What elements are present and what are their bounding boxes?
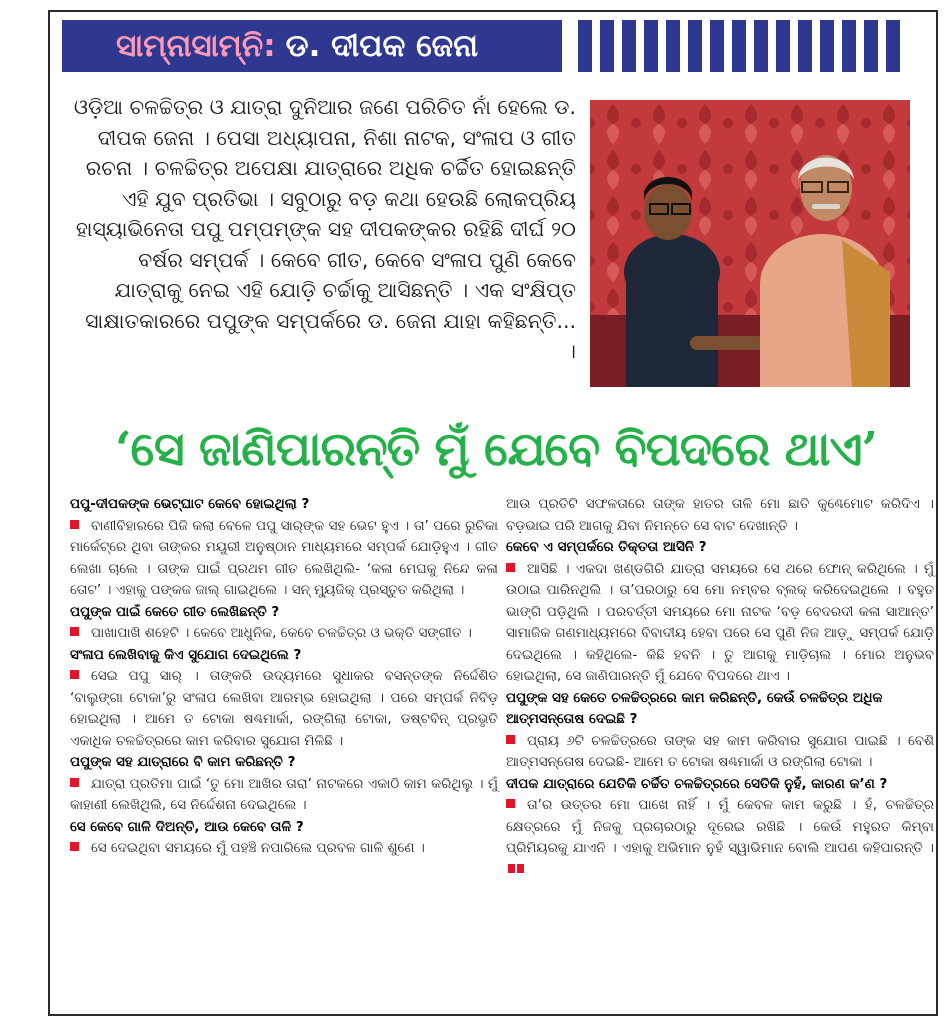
right-column bbox=[506, 494, 934, 881]
stripe bbox=[710, 20, 724, 72]
bullet-icon bbox=[506, 735, 515, 744]
intro-paragraph: ଓଡ଼ିଆ ଚଳଚ୍ଚିତ୍ର ଓ ଯାତ୍ରା ଦୁନିଆର ଜଣେ ପରିଚିତ ନାଁ ହେଲେ ଡ. ଦୀପକ ଜେନା । ପେସା ଅଧ୍ୟାପନା, ନିଶା ନାଟକ, ସଂଳାପ ଓ ଗୀତ ରଚନା । ଚଳଚ୍ଚିତ୍ର ଅପେକ୍ଷା ଯାତ୍ରାରେ ଅଧିକ ଚର୍ଚ୍ଚିତ ହୋଇଛନ୍ତି ଏହି ଯୁବ ପ୍ରତିଭା । ସବୁଠାରୁ ବଡ଼ କଥା ହେଉଛି ଲୋକପ୍ରିୟ ହାସ୍ୟାଭିନେତା ପପୁ ପମ୍ପମ୍‌ଙ୍କ ସହ ଦୀପକଙ୍କର ରହିଛି ଦୀର୍ଘ ୨୦ ବର୍ଷର ସମ୍ପର୍କ । କେବେ ଗୀତ, କେବେ ସଂଳାପ ପୁଣି କେବେ ଯାତ୍ରାକୁ ନେଇ ଏହି ଯୋଡ଼ି ଚର୍ଚ୍ଚାକୁ ଆସିଛନ୍ତି । ଏକ ସଂକ୍ଷିପ୍ତ ସାକ୍ଷାତକାରରେ ପପୁଙ୍କ ସମ୍ପର୍କରେ ଡ. ଜେନା ଯାହା କହିଛନ୍ତି... । bbox=[73, 95, 576, 363]
qa-item bbox=[506, 688, 934, 774]
qa-item bbox=[70, 752, 498, 817]
end-mark-icon bbox=[508, 864, 515, 873]
stripe bbox=[622, 20, 636, 72]
end-mark-icon bbox=[517, 864, 524, 873]
qa-item bbox=[506, 774, 934, 882]
stripe bbox=[842, 20, 856, 72]
qa-item bbox=[70, 645, 498, 753]
banner-stripes bbox=[578, 20, 930, 72]
stripe bbox=[886, 20, 900, 72]
bullet-icon bbox=[70, 670, 79, 679]
stripe bbox=[776, 20, 790, 72]
answer-text: ଯାତ୍ରା ପ୍ରତିମା ପାଇଁ ‘ତୁ ମୋ ଆଖିର ତାରା’ ନାଟକରେ ଏକାଠି କାମ କରିଥିଲୁ । ମୁଁ କାହାଣୀ ଲେଖିଥିଲି, ସେ ନିର୍ଦ୍ଦେଶନା ଦେଇଥିଲେ । bbox=[70, 775, 498, 813]
answer bbox=[70, 666, 498, 752]
answer-text: ସେ ଦେଇଥିବା ସମୟରେ ମୁଁ ପହଞ୍ଚି ନପାରିଲେ ପ୍ରବଳ ଗାଳି ଶୁଣେ । bbox=[91, 840, 425, 856]
stripe bbox=[732, 20, 746, 72]
qa-item bbox=[506, 494, 934, 537]
bullet-icon bbox=[70, 520, 79, 529]
answer-text: ପାଖାପାଖି ଶହେଟି । କେବେ ଆଧୁନିକ, କେବେ ଚଳଚ୍ଚିତ୍ର ଓ ଭକ୍ତି ସଙ୍ଗୀତ । bbox=[91, 625, 472, 641]
qa-item bbox=[70, 602, 498, 645]
answer bbox=[70, 774, 498, 817]
stripe bbox=[600, 20, 614, 72]
stripe bbox=[666, 20, 680, 72]
question: ସଂଳାପ ଲେଖିବାକୁ କିଏ ସୁଯୋଗ ଦେଇଥିଲେ ? bbox=[70, 646, 302, 663]
stripe bbox=[754, 20, 768, 72]
answer bbox=[70, 516, 498, 602]
answer-text: ପ୍ରାୟ ୬ଟି ଚଳଚ୍ଚିତ୍ରରେ ତାଙ୍କ ସହ କାମ କରିବାର ସୁଯୋଗ ପାଇଛି । ବେଶି ଆତ୍ମସନ୍ତୋଷ ଦେଇଛି- ଆମେ ତ ଟୋକା ଷଣ୍ଢମାର୍କା ଓ ରଙ୍ଗିଲା ଟୋକା । bbox=[506, 732, 934, 770]
answer bbox=[70, 623, 498, 645]
stripe bbox=[798, 20, 812, 72]
banner-kicker: ସାମ୍ନାସାମ୍ନି: bbox=[116, 27, 276, 64]
column-banner bbox=[62, 20, 562, 72]
question: ପପୁଙ୍କ ସହ କେତେ ଚଳଚ୍ଚିତ୍ରରେ କାମ କରିଛନ୍ତି, କେଉଁ ଚଳଚ୍ଚିତ୍ର ଅଧିକ ଆତ୍ମସନ୍ତୋଷ ଦେଇଛି ? bbox=[506, 689, 883, 727]
left-column bbox=[70, 494, 498, 860]
answer-text: ଆସିଛି । ଏକଦା ଖଣ୍ଡଗିରି ଯାତ୍ରା ସମୟରେ ସେ ଥରେ ଫୋନ୍ କରିଥିଲେ । ମୁଁ ଉଠାଇ ପାରିନଥିଲି । ତା’ପରଠାରୁ ସେ ମୋ ନମ୍ବର ବ୍ଲକ୍ କରିଦେଇଥିଲେ । ବହୁତ ଭାଙ୍ଗି ପଡ଼ିଥିଲି । ପରବର୍ତ୍ତୀ ସମୟରେ ମୋ ନାଟକ ‘ବଡ଼ ବେଦରଦୀ କଳା ସାଆନ୍ତ’ ସାମାଜିକ ଗଣମାଧ୍ୟମରେ ବିବାଦୀୟ ହେବା ପରେ ସେ ପୁଣି ନିଜ ଆଡ଼ୁ ସମ୍ପର୍କ ଯୋଡ଼ି ଦେଇଥିଲେ । କହିଥିଲେ- କିଛି ହବନି । ତୁ ଆଗକୁ ମାଡ଼ିଚାଲ । ମୋର ଅନୁଭବ ହୋଇଥିଲା, ସେ ଜାଣିପାରନ୍ତି ମୁଁ ଯେବେ ବିପଦରେ ଥାଏ । bbox=[506, 560, 934, 684]
qa-item bbox=[70, 494, 498, 602]
answer bbox=[70, 838, 498, 860]
answer-text: ବାଣୀବିହାରରେ ପିଜି କଲା ବେଳେ ପପୁ ସାର୍‌ଙ୍କ ସହ ଭେଟ ହୁଏ । ତା’ ପରେ ରୁଚିକା ମାର୍କେଟ୍‌ରେ ଥିବା ତାଙ୍କର ମୟୂରୀ ଅନୁଷ୍ଠାନ ମାଧ୍ୟମରେ ସମ୍ପର୍କ ଯୋଡ଼ିହୁଏ । ଗୀତ ଲେଖା ଚାଲେ । ତାଙ୍କ ପାଇଁ ପ୍ରଥମ ଗୀତ ଲେଖିଥିଲି- ‘କଳା ମେଘକୁ ନିନ୍ଦେ କଳା ତୋଟ’ । ଏହାକୁ ପଙ୍କଜ ଜାଲ୍ ଗାଇଥିଲେ । ସନ୍ ମ୍ୟୁଜିକ୍ ପ୍ରସ୍ତୁତ କରିଥିଲା । bbox=[70, 517, 498, 598]
question: ଦୀପକ ଯାତ୍ରାରେ ଯେତିକି ଚର୍ଚ୍ଚିତ ଚଳଚ୍ଚିତ୍ରରେ ସେତିକି ନୁହଁ, କାରଣ କ’ଣ ? bbox=[506, 775, 888, 792]
answer-text: ତା’ର ଉତ୍ତର ମୋ ପାଖେ ନାହିଁ । ମୁଁ କେବଳ କାମ କରୁଛି । ହଁ, ଚଳଚ୍ଚିତ୍ର କ୍ଷେତ୍ରରେ ମୁଁ ନିଜକୁ ପ୍ରଚାରଠାରୁ ଦୂରେଇ ରଖିଛି । କେଉଁ ମହୁରତ କିମ୍ବା ପ୍ରିମିୟରକୁ ଯାଏନି । ଏହାକୁ ଅଭିମାନ ନୁହଁ ସ୍ୱାଭିମାନ ବୋଲି ଆପଣ କହିପାରନ୍ତି । bbox=[506, 797, 934, 856]
stripe bbox=[578, 20, 592, 72]
photo-illustration bbox=[590, 100, 910, 387]
answer bbox=[506, 731, 934, 774]
qa-item bbox=[506, 537, 934, 688]
answer bbox=[506, 795, 934, 881]
qa-item bbox=[70, 817, 498, 860]
bullet-icon bbox=[70, 778, 79, 787]
stripe bbox=[688, 20, 702, 72]
stripe bbox=[864, 20, 878, 72]
stripe bbox=[820, 20, 834, 72]
banner-name: ଡ. ଦୀପକ ଜେନା bbox=[285, 27, 479, 64]
answer bbox=[506, 559, 934, 688]
interview-photo bbox=[590, 100, 910, 387]
question: ପପୁ-ଦୀପକଙ୍କ ଭେଟ୍‌ଘାଟ କେବେ ହୋଇଥିଲା ? bbox=[70, 496, 310, 512]
bullet-icon bbox=[70, 842, 79, 851]
bullet-icon bbox=[506, 563, 515, 572]
question: ପପୁଙ୍କ ପାଇଁ କେତେ ଗୀତ ଲେଖିଛନ୍ତି ? bbox=[70, 603, 280, 620]
question: କେବେ ଏ ସମ୍ପର୍କରେ ତିକ୍ତତା ଆସିନି ? bbox=[506, 539, 707, 555]
bullet-icon bbox=[506, 799, 515, 808]
answer-text: ସେଇ ପପୁ ସାର୍ । ତାଙ୍କରି ଉଦ୍ୟମରେ ସୁଧାକର ବସନ୍ତଙ୍କ ନିର୍ଦ୍ଦେଶିତ ‘ବାଲୁଙ୍ଗା ଟୋକା’ରୁ ସଂଳାପ ଲେଖିବା ଆରମ୍ଭ ହୋଇଥିଲା । ପରେ ସମ୍ପର୍କ ନିବିଡ଼ ହୋଇଥିଲା । ଆମେ ତ ଟୋକା ଷଣ୍ଢମାର୍କା, ରଙ୍ଗିଲା ଟୋକା, ଡଷ୍ଟବିନ୍ ପ୍ରଭୃତି ଏକାଧିକ ଚଳଚ୍ଚିତ୍ରରେ କାମ କରିବାର ସୁଯୋଗ ମିଳିଛି । bbox=[70, 668, 498, 749]
headline: ‘ସେ ଜାଣିପାରନ୍ତି ମୁଁ ଯେବେ ବିପଦରେ ଥାଏ’ bbox=[115, 422, 877, 477]
question: ପପୁଙ୍କ ସହ ଯାତ୍ରାରେ ବି କାମ କରିଛନ୍ତି ? bbox=[70, 754, 296, 770]
bullet-icon bbox=[70, 627, 79, 636]
stripe bbox=[644, 20, 658, 72]
question: ସେ କେବେ ଗାଳି ଦିଅନ୍ତି, ଆଉ କେବେ ତାଳି ? bbox=[70, 818, 304, 835]
answer-continued: ଆଉ ପ୍ରତିଟି ସଫଳତାରେ ତାଙ୍କ ହାତର ତାଳି ମୋ ଛାତି କୁଣ୍ଢେମୋଟ କରିଦିଏ । ବଡ଼ଭାଇ ପରି ଆଗକୁ ଯିବା ନିମନ୍ତେ ସେ ବାଟ ଦେଖାନ୍ତି । bbox=[506, 496, 934, 534]
